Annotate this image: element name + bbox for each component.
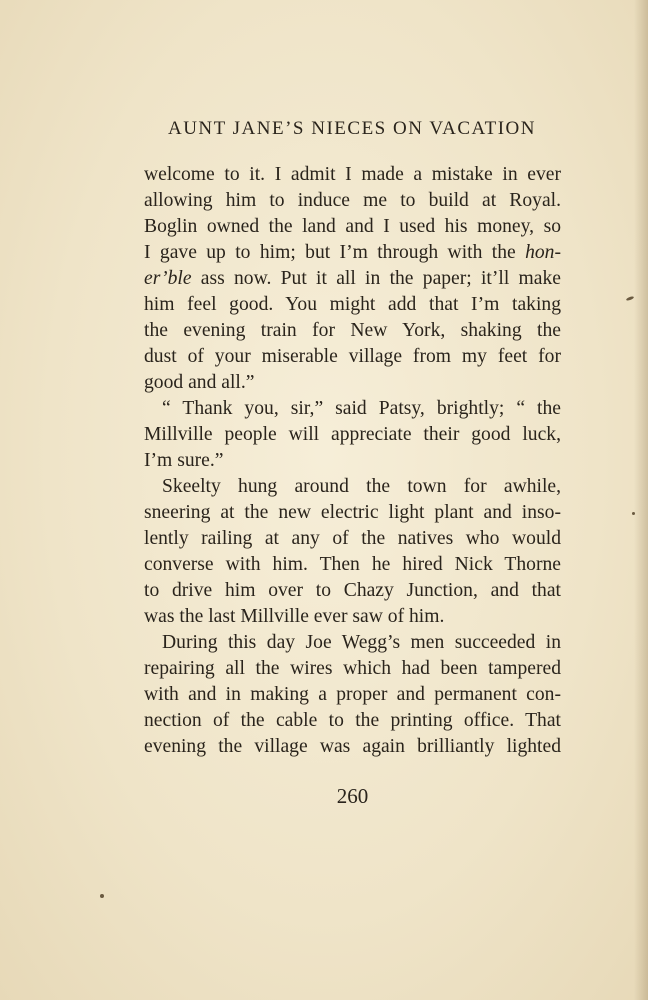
text-line: converse with him. Then he hired Nick Thorne	[144, 554, 561, 575]
text-segment: I gave up to him; but I’m through with the	[144, 242, 526, 263]
text-line: During this day Joe Wegg’s men succeeded in	[162, 632, 561, 653]
text-line: Boglin owned the land and I used his money, so	[144, 216, 561, 237]
text-line: good and all.”	[144, 372, 255, 393]
text-line: nection of the cable to the printing office. That	[144, 710, 561, 731]
page-edge-shadow	[634, 0, 648, 1000]
text-line: Skeelty hung around the town for awhile,	[162, 476, 561, 497]
running-head: AUNT JANE’S NIECES ON VACATION	[167, 118, 537, 139]
text-line: to drive him over to Chazy Junction, and that	[144, 580, 561, 601]
paper-speck	[632, 512, 635, 515]
text-line: sneering at the new electric light plant and inso-	[144, 502, 561, 523]
text-line: evening the village was again brilliantly lighted	[144, 736, 561, 757]
paper-speck	[100, 894, 104, 898]
text-line: welcome to it. I admit I made a mistake in ever	[144, 164, 561, 185]
text-line: him feel good. You might add that I’m taking	[144, 294, 561, 315]
text-line: Millville people will appreciate their good luck,	[144, 424, 561, 445]
text-line: repairing all the wires which had been tampered	[144, 658, 561, 679]
text-line	[144, 266, 561, 292]
italic-word: er’ble	[144, 268, 192, 289]
paper-speck	[626, 296, 635, 302]
text-line	[144, 240, 561, 266]
text-line: was the last Millville ever saw of him.	[144, 606, 445, 627]
page-number: 260	[336, 784, 369, 808]
text-line: lently railing at any of the natives who would	[144, 528, 561, 549]
text-segment: ass now. Put it all in the paper; it’ll make	[191, 268, 561, 289]
body-text	[144, 162, 561, 760]
text-line: dust of your miserable village from my feet for	[144, 346, 561, 367]
text-line: “ Thank you, sir,” said Patsy, brightly; “ the	[162, 398, 561, 419]
text-line: I’m sure.”	[144, 450, 224, 471]
text-line: with and in making a proper and permanent con-	[144, 684, 561, 705]
text-line: the evening train for New York, shaking the	[144, 320, 561, 341]
italic-word: hon-	[525, 242, 561, 263]
text-line: allowing him to induce me to build at Royal.	[144, 190, 561, 211]
